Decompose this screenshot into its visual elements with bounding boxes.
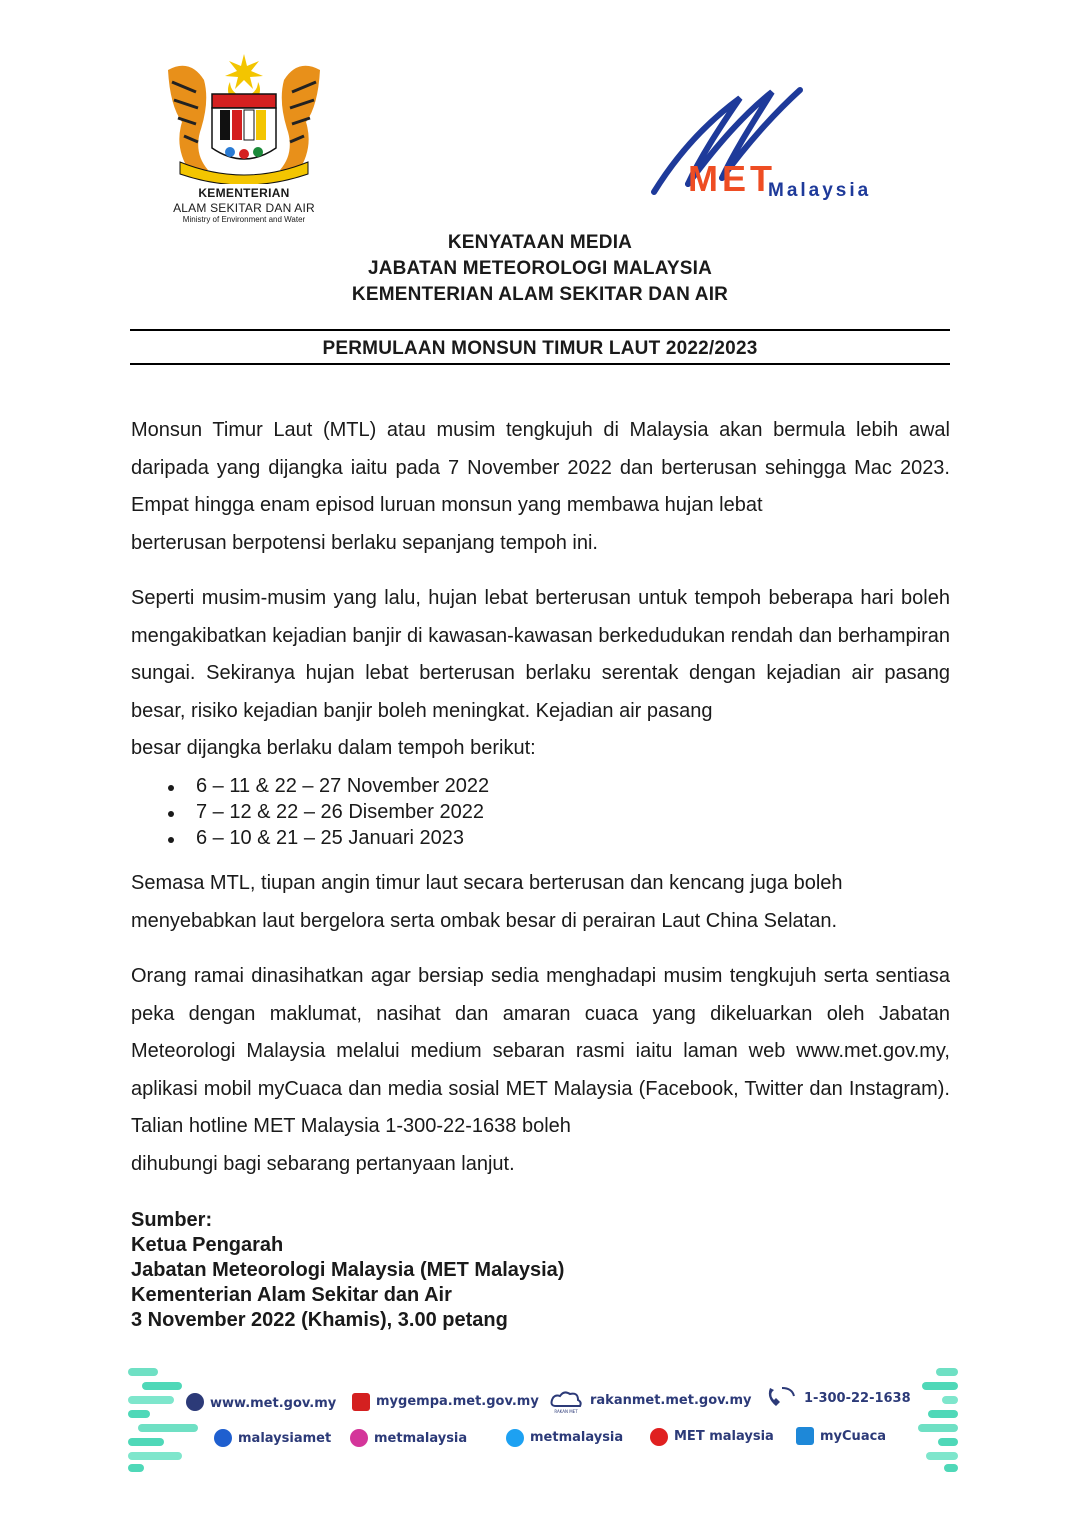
decorative-bars-right-icon bbox=[918, 1366, 958, 1472]
facebook-icon bbox=[214, 1429, 232, 1447]
ministry-name-english: Ministry of Environment and Water bbox=[182, 215, 306, 224]
footer-hotline: 1-300-22-1638 bbox=[804, 1391, 911, 1406]
document-title: PERMULAAN MONSUN TIMUR LAUT 2022/2023 bbox=[322, 338, 758, 359]
footer-youtube: MET malaysia bbox=[674, 1429, 774, 1444]
bullet-icon bbox=[168, 837, 174, 843]
globe-icon bbox=[186, 1393, 204, 1411]
mycuaca-app-icon bbox=[796, 1427, 814, 1445]
youtube-icon bbox=[650, 1428, 668, 1446]
signature-date: 3 November 2022 (Khamis), 3.00 petang bbox=[131, 1309, 508, 1331]
footer-facebook: malaysiamet bbox=[238, 1431, 332, 1446]
signature-department: Jabatan Meteorologi Malaysia (MET Malaysia) bbox=[131, 1259, 565, 1281]
bullet-icon bbox=[168, 811, 174, 817]
list-item-text: 7 – 12 & 22 – 26 Disember 2022 bbox=[196, 801, 484, 823]
signature-title: Ketua Pengarah bbox=[131, 1234, 284, 1256]
ministry-name-line2: ALAM SEKITAR DAN AIR bbox=[173, 201, 315, 215]
title-rule-bottom bbox=[130, 363, 950, 365]
paragraph-3-text: Semasa MTL, tiupan angin timur laut secara berterusan dan kencang juga boleh bbox=[131, 872, 843, 894]
footer-instagram: metmalaysia bbox=[374, 1431, 468, 1446]
footer-website: www.met.gov.my bbox=[210, 1396, 337, 1411]
paragraph-4 bbox=[131, 958, 950, 1184]
paragraph-3-last-line: menyebabkan laut bergelora serta ombak besar di perairan Laut China Selatan. bbox=[131, 909, 837, 932]
met-malaysia-logo bbox=[640, 80, 910, 210]
met-logo-subtext: Malaysia bbox=[768, 180, 872, 201]
list-item-text: 6 – 10 & 21 – 25 Januari 2023 bbox=[196, 827, 464, 849]
footer-rakanmet: rakanmet.met.gov.my bbox=[590, 1393, 752, 1408]
paragraph-1 bbox=[131, 412, 950, 562]
rakan-met-cloud-icon bbox=[548, 1388, 584, 1414]
twitter-icon bbox=[506, 1429, 524, 1447]
rakan-met-caption: RAKAN MET bbox=[554, 1409, 578, 1414]
list-item-text: 6 – 11 & 22 – 27 November 2022 bbox=[196, 775, 490, 797]
decorative-bars-left-icon bbox=[128, 1366, 198, 1472]
signature-ministry: Kementerian Alam Sekitar dan Air bbox=[131, 1284, 452, 1306]
bullet-icon bbox=[168, 785, 174, 791]
footer-contact-banner bbox=[128, 1366, 958, 1472]
instagram-icon bbox=[350, 1429, 368, 1447]
footer-twitter: metmalaysia bbox=[530, 1430, 624, 1445]
header-line2: JABATAN METEOROLOGI MALAYSIA bbox=[367, 258, 713, 279]
footer-gempa: mygempa.met.gov.my bbox=[376, 1394, 539, 1409]
paragraph-2 bbox=[131, 580, 950, 768]
header-line1: KENYATAAN MEDIA bbox=[447, 232, 633, 253]
title-rule-top bbox=[130, 329, 950, 331]
paragraph-1-last-line: berterusan berpotensi berlaku sepanjang tempoh ini. bbox=[131, 531, 598, 554]
header-line3: KEMENTERIAN ALAM SEKITAR DAN AIR bbox=[351, 284, 729, 305]
phone-icon bbox=[764, 1384, 798, 1410]
paragraph-4-last-line: dihubungi bagi sebarang pertanyaan lanjut. bbox=[131, 1152, 515, 1175]
footer-mycuaca: myCuaca bbox=[820, 1429, 887, 1444]
paragraph-2-last-line: besar dijangka berlaku dalam tempoh berikut: bbox=[131, 737, 536, 760]
ministry-logo bbox=[160, 52, 328, 227]
paragraph-3 bbox=[131, 865, 950, 940]
coat-of-arms-icon bbox=[160, 52, 328, 184]
ministry-name-line1: KEMENTERIAN bbox=[198, 186, 290, 200]
paragraph-2-text: Seperti musim-musim yang lalu, hujan lebat berterusan untuk tempoh beberapa hari boleh mengakibatkan kejadian banjir di kawasan-kawasan berkedudukan rendah dan berhampiran sungai. Sekiranya hujan lebat berterusan berlaku serentak dengan kejadian air pasang besar, risiko kejadian banjir boleh meningkat. Kejadian air pasang bbox=[131, 587, 950, 722]
earthquake-icon bbox=[352, 1393, 370, 1411]
paragraph-1-text: Monsun Timur Laut (MTL) atau musim tengkujuh di Malaysia akan bermula lebih awal daripada yang dijangka iaitu pada 7 November 2022 dan berterusan sehingga Mac 2023. Empat hingga enam episod luruan monsun yang membawa hujan lebat bbox=[131, 419, 950, 517]
signature-block bbox=[131, 1208, 831, 1333]
signature-label: Sumber: bbox=[131, 1209, 213, 1231]
met-logo-text: MET bbox=[688, 158, 776, 199]
paragraph-4-text: Orang ramai dinasihatkan agar bersiap sedia menghadapi musim tengkujuh serta sentiasa peka dengan maklumat, nasihat dan amaran cuaca yang dikeluarkan oleh Jabatan Meteorologi Malaysia melalui medium sebaran rasmi iaitu laman web www.met.gov.my, aplikasi mobil myCuaca dan media sosial MET Malaysia (Facebook, Twitter dan Instagram). Talian hotline MET Malaysia 1-300-22-1638 boleh bbox=[131, 965, 950, 1138]
